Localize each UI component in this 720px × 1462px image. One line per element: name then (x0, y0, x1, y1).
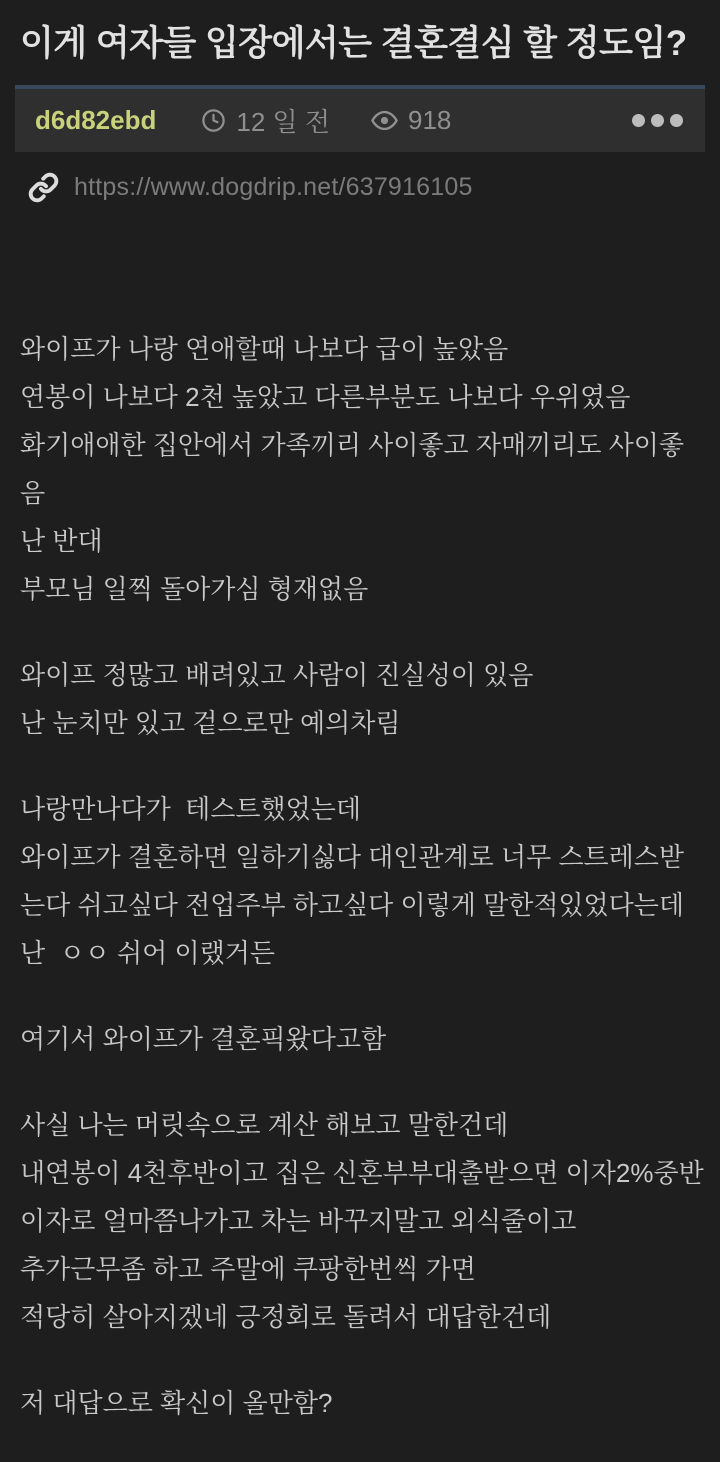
post-time-label: 12 일 전 (236, 107, 330, 137)
body-line: 적당히 살아지겠네 긍정회로 돌려서 대답한건데 (20, 1302, 552, 1332)
body-line: 부모님 일찍 돌아가심 형재없음 (20, 574, 369, 604)
post-body (20, 325, 706, 1427)
body-line: 와이프 정많고 배려있고 사람이 진실성이 있음 (20, 660, 534, 690)
body-line: 난 ㅇㅇ 쉬어 이랬거든 (20, 938, 275, 968)
body-line: 난 반대 (20, 526, 103, 556)
body-line: 나랑만나다가 테스트했었는데 (20, 794, 361, 824)
body-line (20, 747, 706, 785)
body-line: 와이프가 결혼하면 일하기싫다 대인관계로 너무 스트레스받는다 쉬고싶다 전업주부 하고싶다 이렇게 말한적있었다는데 (20, 842, 685, 920)
more-options-button[interactable] (630, 108, 685, 133)
author-username[interactable]: d6d82ebd (35, 105, 157, 135)
post-views-meta (370, 105, 451, 136)
eye-icon (370, 106, 399, 135)
ellipsis-more-icon (670, 114, 683, 127)
body-line: 추가근무좀 하고 주말에 쿠팡한번씩 가면 (20, 1254, 476, 1284)
clock-icon (200, 107, 227, 134)
post-title: 이게 여자들 입장에서는 결혼결심 할 정도임? (20, 24, 687, 63)
post-time-meta (200, 102, 330, 139)
body-line: 저 대답으로 확신이 올만함? (20, 1388, 333, 1418)
ellipsis-more-icon (651, 114, 664, 127)
body-line (20, 977, 706, 1015)
post-header-bar (15, 85, 705, 152)
body-line: 와이프가 나랑 연애할때 나보다 급이 높았음 (20, 334, 509, 364)
body-line: 연봉이 나보다 2천 높았고 다른부분도 나보다 우위였음 (20, 382, 631, 412)
post-source-link[interactable] (28, 172, 700, 203)
body-line: 이자로 얼마쯤나가고 차는 바꾸지말고 외식줄이고 (20, 1206, 577, 1236)
body-line (20, 613, 706, 651)
link-chain-icon (28, 172, 59, 203)
body-line: 난 눈치만 있고 겉으로만 예의차림 (20, 708, 401, 738)
post-views-count: 918 (407, 105, 452, 135)
body-line: 여기서 와이프가 결혼픽왔다고함 (20, 1024, 387, 1054)
body-line: 사실 나는 머릿속으로 계산 해보고 말한건데 (20, 1110, 509, 1140)
body-line: 화기애애한 집안에서 가족끼리 사이좋고 자매끼리도 사이좋음 (20, 430, 685, 508)
body-line (20, 1341, 706, 1379)
ellipsis-more-icon (632, 114, 645, 127)
body-line (20, 1063, 706, 1101)
body-line: 내연봉이 4천후반이고 집은 신혼부부대출받으면 이자2%중반 (20, 1158, 704, 1188)
post-source-url[interactable]: https://www.dogdrip.net/637916105 (74, 173, 473, 201)
